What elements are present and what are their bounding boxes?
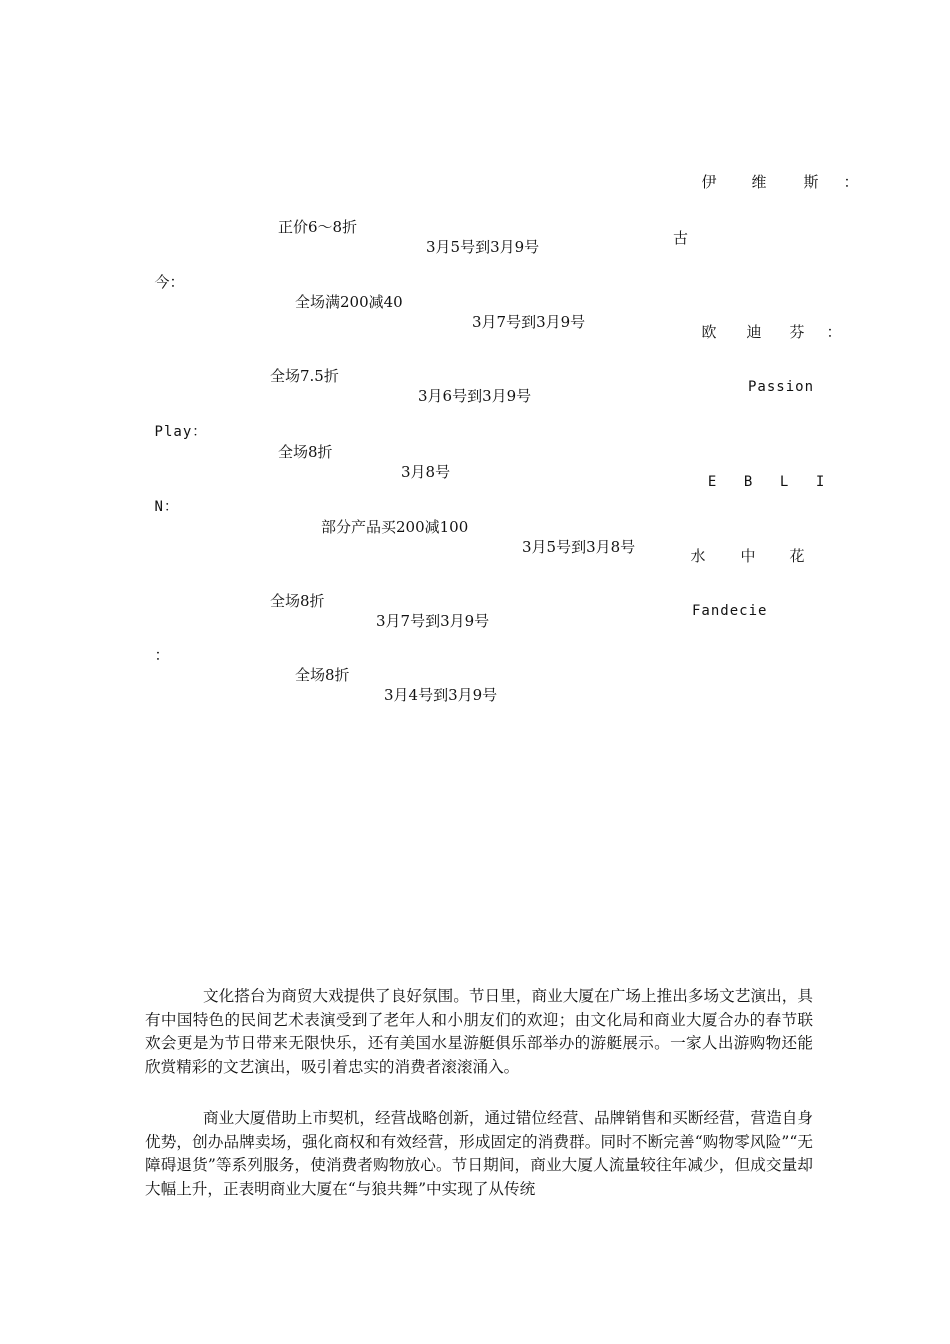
promo-discount: 部分产品买200减100 xyxy=(321,518,469,536)
promo-discount: 全场8折 xyxy=(295,666,350,684)
brand-char: ： xyxy=(826,323,842,341)
promo-brand-1 xyxy=(692,152,859,192)
body-paragraph: 文化搭台为商贸大戏提供了良好氛围。节日里，商业大厦在广场上推出多场文艺演出，具有中国特色的民间艺术表演受到了老年人和小朋友们的欢迎；由文化局和商业大厦合办的春节联欢会更是为节日带来无限快乐，还有美国水星游艇俱乐部举办的游艇展示。一家人出游购物还能欣赏精彩的文艺演出，吸引着忠实的消费者滚滚涌入。 xyxy=(145,987,813,1076)
brand-char: 伊 xyxy=(701,173,717,191)
promo-brand-7: Fandecie xyxy=(692,603,768,619)
brand-trail: ： xyxy=(154,646,170,664)
promo-dates: 3月7号到3月9号 xyxy=(376,612,490,630)
brand-char: 花 xyxy=(789,547,805,565)
promo-discount: 全场8折 xyxy=(278,443,333,461)
brand-char: B xyxy=(743,474,753,490)
promo-dates: 3月4号到3月9号 xyxy=(384,686,498,704)
promo-row-1 xyxy=(145,177,540,257)
brand-trail: N： xyxy=(154,499,179,515)
promo-discount: 全场7.5折 xyxy=(270,367,339,385)
promo-discount: 全场满200减40 xyxy=(295,293,403,311)
promo-row-4 xyxy=(145,401,451,482)
promo-discount: 全场8折 xyxy=(270,592,325,610)
brand-char: I xyxy=(815,474,825,490)
promo-discount: 正价6～8折 xyxy=(278,218,358,236)
promo-dates: 3月7号到3月9号 xyxy=(472,313,586,331)
brand-char: 迪 xyxy=(746,323,762,341)
promo-brand-2: 古 xyxy=(673,229,689,247)
promo-row-7 xyxy=(145,625,498,705)
promo-dates: 3月8号 xyxy=(401,463,451,481)
brand-char: L xyxy=(779,474,789,490)
brand-char: E xyxy=(707,474,717,490)
promo-dates: 3月6号到3月9号 xyxy=(418,387,532,405)
brand-char: ： xyxy=(843,173,859,191)
promo-brand-4: Passion xyxy=(748,379,815,395)
promo-row-6 xyxy=(145,551,490,631)
brand-char: 欧 xyxy=(701,323,717,341)
promo-brand-6 xyxy=(681,526,805,566)
promo-row-3 xyxy=(145,326,532,406)
brand-char: 芬 xyxy=(789,323,805,341)
brand-char: 中 xyxy=(740,547,756,565)
brand-char: 维 xyxy=(751,173,767,191)
brand-trail: Play： xyxy=(154,424,208,440)
brand-trail: 今： xyxy=(154,273,185,291)
promo-brand-5 xyxy=(691,452,824,492)
promo-row-2 xyxy=(145,252,586,332)
promo-dates: 3月5号到3月9号 xyxy=(426,238,540,256)
promo-row-5 xyxy=(145,476,636,557)
promo-brand-3 xyxy=(692,302,842,342)
body-paragraph: 商业大厦借助上市契机，经营战略创新，通过错位经营、品牌销售和买断经营，营造自身优势，创办品牌卖场，强化商权和有效经营，形成固定的消费群。同时不断完善“购物零风险”“无障碍退货”等系列服务，使消费者购物放心。节日期间，商业大厦人流量较往年减少，但成交量却大幅上升，正表明商业大厦在“与狼共舞”中实现了从传统 xyxy=(145,1109,813,1198)
brand-char: 水 xyxy=(690,547,706,565)
promo-dates: 3月5号到3月8号 xyxy=(522,538,636,556)
brand-char: 斯 xyxy=(803,173,819,191)
